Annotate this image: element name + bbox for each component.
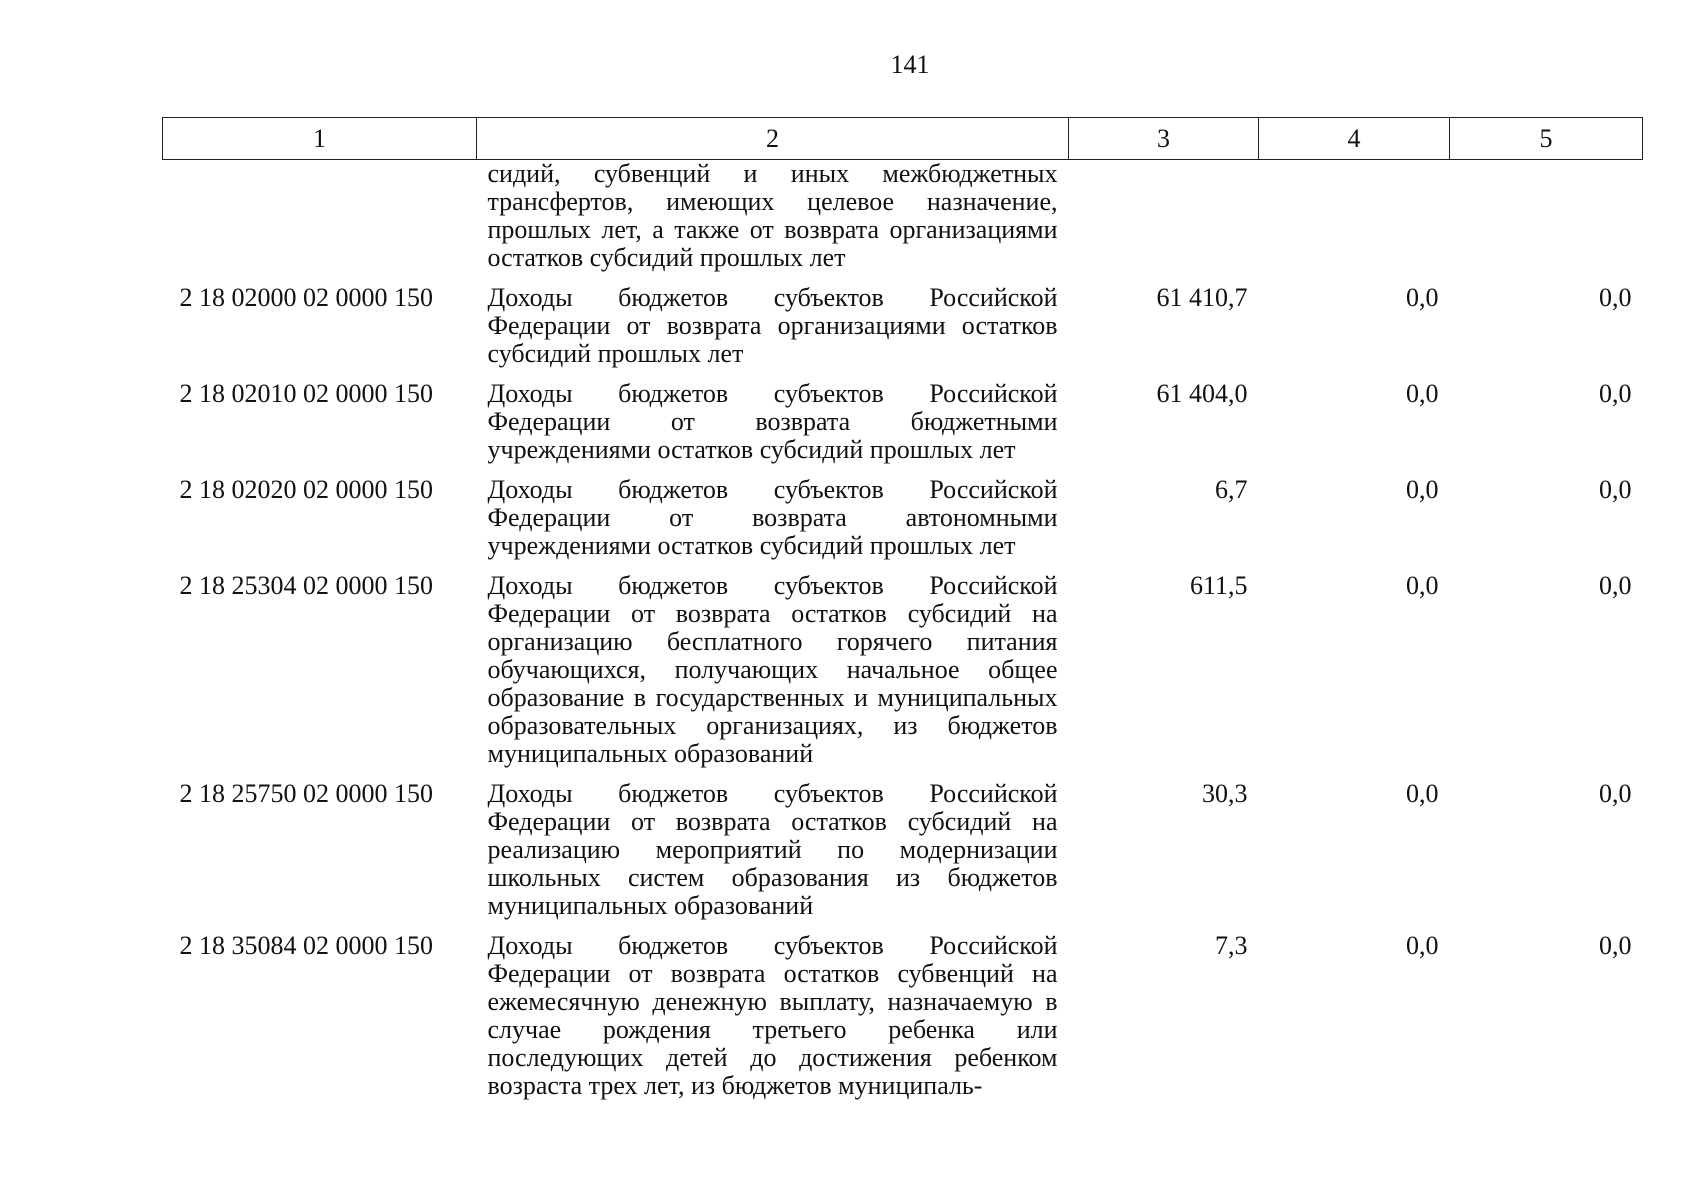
row-code: 2 18 02000 02 0000 150 [179, 283, 433, 312]
header-col-5: 5 [1450, 118, 1643, 160]
row-col4: 0,0 [1406, 571, 1439, 600]
table-row [163, 780, 1643, 932]
row-col4: 0,0 [1406, 283, 1439, 312]
row-col3: 61 404,0 [1156, 379, 1248, 408]
row-col3: 611,5 [1189, 571, 1248, 600]
row-code: 2 18 02020 02 0000 150 [179, 475, 433, 504]
row-col4: 0,0 [1406, 379, 1439, 408]
budget-revenue-table [162, 117, 1643, 1112]
row-col4: 0,0 [1406, 475, 1439, 504]
row-code: 2 18 35084 02 0000 150 [179, 931, 433, 960]
row-col5 [1450, 160, 1643, 285]
header-col-2: 2 [477, 118, 1069, 160]
row-description: Доходы бюджетов субъектов Российской Федерации от возврата остатков субсидий на реализацию мероприятий по модернизации школьных систем образования из бюджетов муниципальных образований [487, 779, 1058, 920]
row-col3: 30,3 [1202, 779, 1248, 808]
row-col5: 0,0 [1599, 571, 1632, 600]
table-row [163, 476, 1643, 572]
row-description: Доходы бюджетов субъектов Российской Федерации от возврата бюджетными учреждениями остатков субсидий прошлых лет [487, 379, 1058, 464]
row-col4 [1259, 160, 1450, 285]
table-row [163, 380, 1643, 476]
row-code [163, 160, 477, 285]
table-row [163, 932, 1643, 1112]
row-col4: 0,0 [1406, 779, 1439, 808]
header-col-1: 1 [163, 118, 477, 160]
row-description: Доходы бюджетов субъектов Российской Федерации от возврата остатков субвенций на ежемесячную денежную выплату, назначаемую в случае рождения третьего ребенка или последующих детей до достижения ребенком возраста трех лет, из бюджетов муниципаль- [487, 931, 1058, 1100]
row-code: 2 18 25750 02 0000 150 [179, 779, 433, 808]
table-row-continuation [163, 160, 1643, 285]
row-col5: 0,0 [1599, 931, 1632, 960]
row-col3: 7,3 [1215, 931, 1248, 960]
table-header-row [163, 118, 1643, 160]
row-col5: 0,0 [1599, 379, 1632, 408]
row-code: 2 18 25304 02 0000 150 [179, 571, 433, 600]
row-description: Доходы бюджетов субъектов Российской Федерации от возврата автономными учреждениями остатков субсидий прошлых лет [487, 475, 1058, 560]
row-col3: 61 410,7 [1156, 283, 1248, 312]
row-col4: 0,0 [1406, 931, 1439, 960]
row-description: сидий, субвенций и иных межбюджетных трансфертов, имеющих целевое назначение, прошлых лет, а также от возврата организациями остатков субсидий прошлых лет [487, 159, 1058, 272]
page-number: 141 [890, 50, 930, 79]
header-col-4: 4 [1259, 118, 1450, 160]
row-code: 2 18 02010 02 0000 150 [179, 379, 433, 408]
row-description: Доходы бюджетов субъектов Российской Федерации от возврата остатков субсидий на организацию бесплатного горячего питания обучающихся, получающих начальное общее образование в государственных и муниципальных образовательных организациях, из бюджетов муниципальных образований [487, 571, 1058, 768]
table-row [163, 284, 1643, 380]
row-col3 [1069, 160, 1259, 285]
row-col5: 0,0 [1599, 475, 1632, 504]
header-col-3: 3 [1069, 118, 1259, 160]
row-col5: 0,0 [1599, 779, 1632, 808]
table-row [163, 572, 1643, 780]
row-description: Доходы бюджетов субъектов Российской Федерации от возврата организациями остатков субсидий прошлых лет [487, 283, 1058, 368]
row-col3: 6,7 [1215, 475, 1248, 504]
row-col5: 0,0 [1599, 283, 1632, 312]
